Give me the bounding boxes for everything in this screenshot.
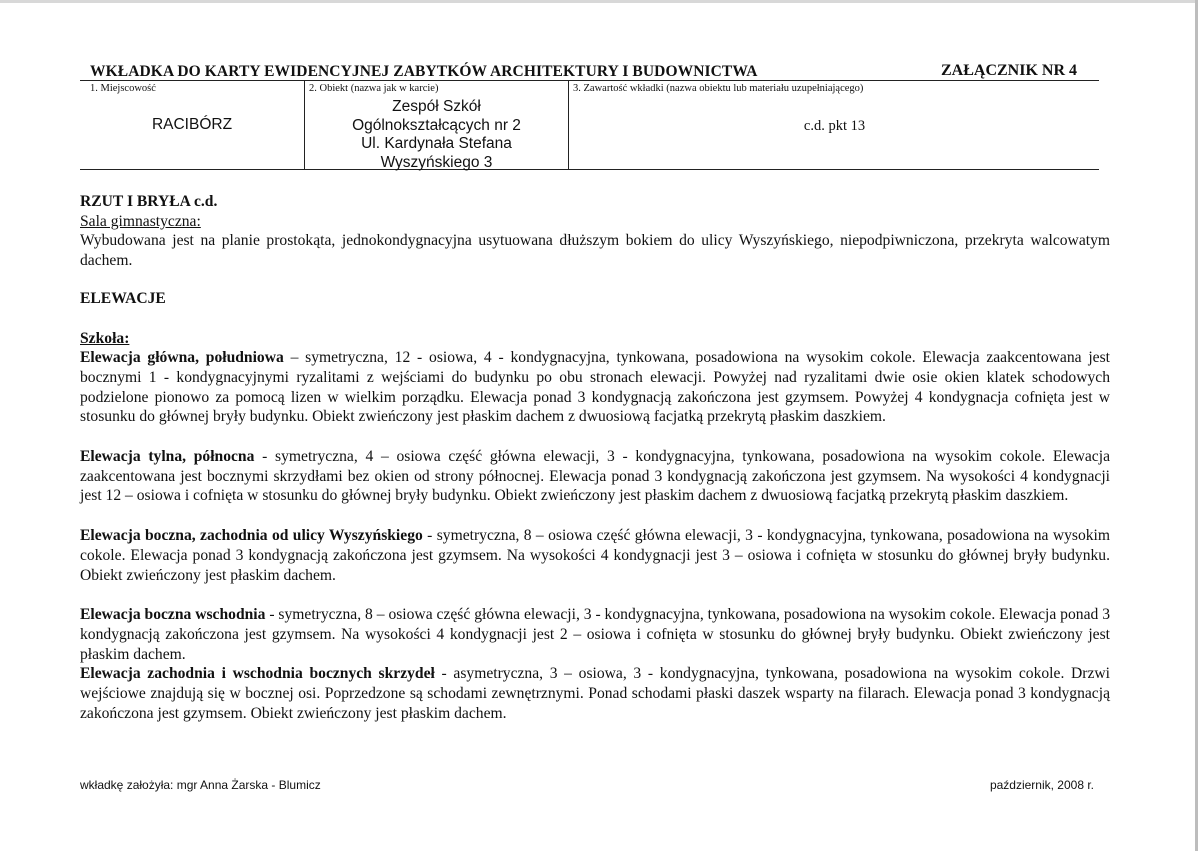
paragraph-lead: Elewacja zachodnia i wschodnia bocznych skrzydeł [80,665,435,683]
content-value: c.d. pkt 13 [803,118,866,134]
school-heading: Szkoła: [80,329,130,347]
elevation-paragraph-south [80,348,1110,427]
paragraph-lead: Elewacja główna, południowa [80,349,284,367]
paragraph-text: - symetryczna, 8 – osiowa część główna elewacji, 3 - kondygnacyjna, tynkowana, posadowiona na wysokim cokole. Elewacja ponad 3 kondygnacją zakończona jest gzymsem. Na wysokości 4 kondygnacji jest 3 – osiowa i cofnięta w stosunku do głównej bryły budynku. Obiekt zwieńczony jest płaskim dachem. [80,527,1110,584]
footer-date: październik, 2008 r. [989,778,1094,792]
paragraph-text: - asymetryczna, 3 – osiowa, 3 - kondygnacyjna, tynkowana, posadowiona na wysokim cokole. Drzwi wejściowe znajdują się w bocznej osi. Poprzedzone są schodami zewnętrznymi. Ponad schodami płaski daszek wsparty na filarach. Elewacja ponad 3 kondygnacją zakończona jest gzymsem. Obiekt zwieńczony jest płaskim dachem. [80,665,1110,722]
gym-heading: Sala gimnastyczna: [80,212,201,230]
scan-edge-top [0,0,1198,3]
object-line: Ul. Kardynała Stefana [361,135,512,152]
locality-label: 1. Miejscowość [90,83,156,94]
footer-author: wkładkę założyła: mgr Anna Żarska - Blumicz [80,778,321,792]
content-label: 3. Zawartość wkładki (nazwa obiektu lub materiału uzupełniającego) [573,83,864,94]
section-heading-elevations: ELEWACJE [80,289,166,307]
metadata-table [80,81,1099,170]
paragraph-lead: Elewacja boczna, zachodnia od ulicy Wyszyńskiego [80,527,423,545]
document-body [80,192,1110,723]
annex-number: ZAŁĄCZNIK NR 4 [940,62,1077,79]
object-line: Ogólnokształcących nr 2 [352,116,521,134]
paragraph-lead: Elewacja boczna wschodnia [80,606,266,624]
gym-paragraph: Wybudowana jest na planie prostokąta, jednokondygnacyjna usytuowana dłuższym bokiem do ulicy Wyszyńskiego, niepodpiwniczona, przekryta walcowatym dachem. [80,232,1110,270]
object-label: 2. Obiekt (nazwa jak w karcie) [309,83,439,94]
elevation-paragraph-north [80,447,1110,506]
elevation-paragraph-west [80,526,1110,585]
object-line: Zespół Szkół [392,98,481,115]
paragraph-text: – symetryczna, 12 - osiowa, 4 - kondygnacyjna, tynkowana, posadowiona na wysokim cokole. Elewacja zaakcentowana jest bocznymi 1 - kondygnacyjnymi ryzalitami z wejściami do budynku po obu stronach elewacji. Powyżej nad ryzalitami dwie osie okien klatek schodowych podzielone pionowo za pomocą lizen w wielkim porządku. Elewacja ponad 3 kondygnacją zakończona jest gzymsem. Powyżej 4 kondygnacja cofnięta jest w stosunku do głównej bryły budynku. Obiekt zwieńczony jest płaskim dachem z dwuosiową facjatką przekrytą płaskim daszkiem. [80,349,1110,426]
content-cell [568,81,1100,169]
object-cell [304,81,568,169]
object-line: Wyszyńskiego 3 [380,153,493,171]
paragraph-lead: Elewacja tylna, północna [80,448,255,466]
document-title: WKŁADKA DO KARTY EWIDENCYJNEJ ZABYTKÓW ARCHITEKTURY I BUDOWNICTWA [90,63,758,80]
elevation-paragraph-east [80,605,1110,664]
paragraph-text: - symetryczna, 8 – osiowa część główna elewacji, 3 - kondygnacyjna, tynkowana, posadowiona na wysokim cokole. Elewacja ponad 3 kondygnacją zakończona jest gzymsem. Na wysokości 4 kondygnacji jest 2 – osiowa i cofnięta w stosunku do głównej bryły budynku. Obiekt zwieńczony jest płaskim dachem. [80,606,1110,663]
document-header [80,63,1099,81]
paragraph-text: - symetryczna, 4 – osiowa część główna elewacji, 3 - kondygnacyjna, tynkowana, posadowiona na wysokim cokole. Elewacja zaakcentowana jest bocznymi skrzydłami bez okien od strony północnej. Elewacja ponad 3 kondygnacją zakończona jest gzymsem. Na wysokości 4 kondygnacji jest 12 – osiowa i cofnięta w stosunku do głównej bryły budynku. Obiekt zwieńczony jest płaskim dachem z dwuosiową facjatką przekrytą płaskim daszkiem. [80,448,1110,505]
elevation-paragraph-wings [80,664,1110,723]
locality-cell [80,81,304,169]
object-value [305,98,568,172]
section-heading-plan: RZUT I BRYŁA c.d. [80,193,218,210]
locality-value: RACIBÓRZ [151,116,233,133]
